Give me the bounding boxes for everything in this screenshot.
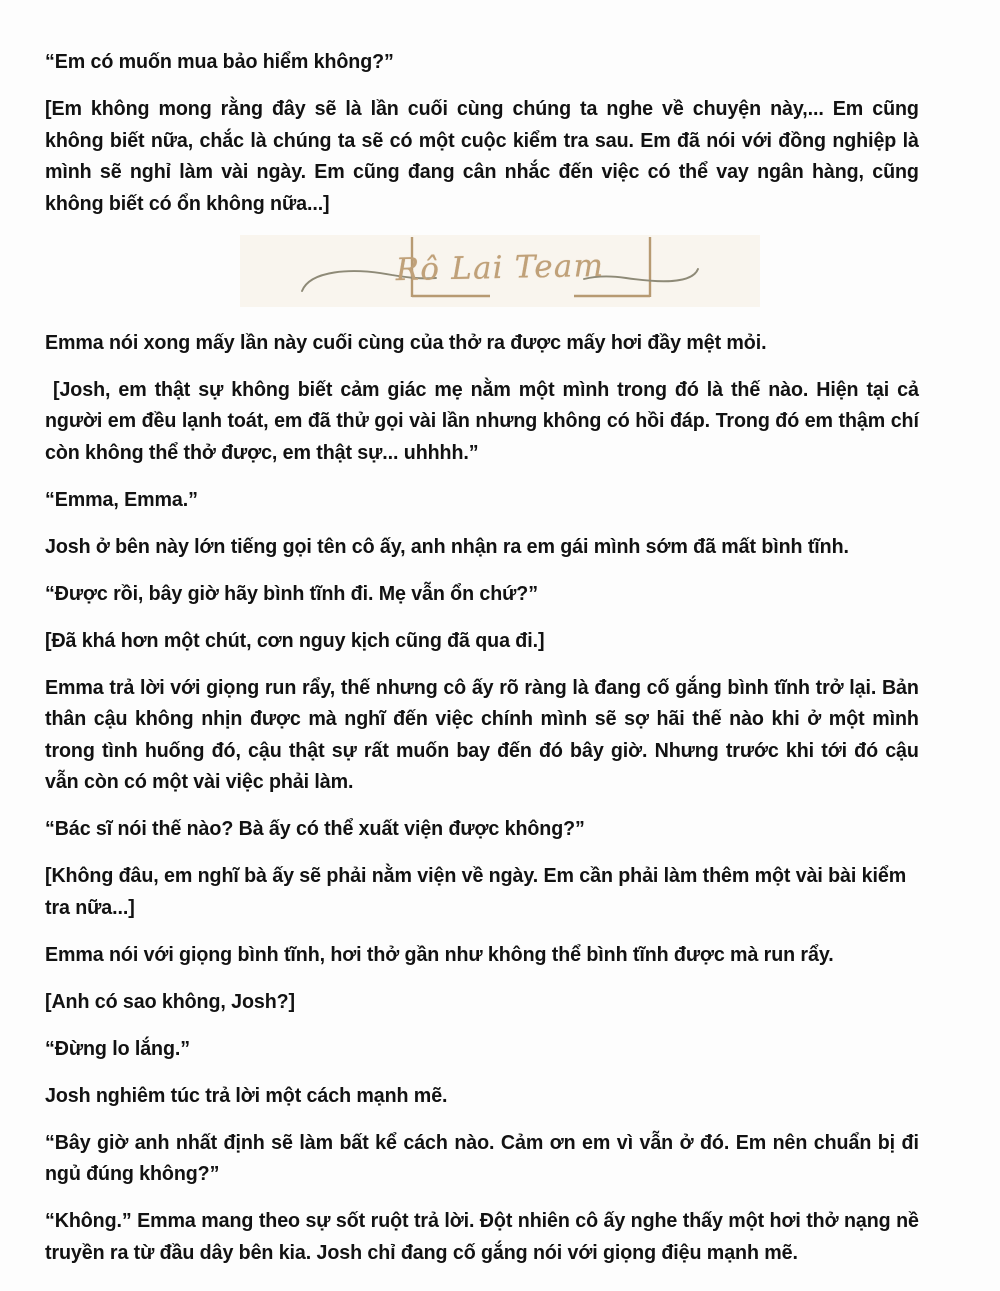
paragraph: Josh ở bên này lớn tiếng gọi tên cô ấy, anh nhận ra em gái mình sớm đã mất bình tĩnh. xyxy=(45,534,849,558)
paragraph: “Không.” Emma mang theo sự sốt ruột trả lời. Đột nhiên cô ấy nghe thấy một hơi thở nạng nề truyền ra từ đầu dây bên kia. Josh chỉ đang cố gắng nói với giọng điệu mạnh mẽ. xyxy=(45,1209,925,1264)
watermark-banner xyxy=(240,235,760,307)
paragraph: “Được rồi, bây giờ hãy bình tĩnh đi. Mẹ vẫn ổn chứ?” xyxy=(45,581,538,605)
watermark-text: Rô Lai Team xyxy=(395,247,605,288)
paragraph: “Emma, Emma.” xyxy=(45,487,198,511)
paragraph: Emma nói với giọng bình tĩnh, hơi thở gần như không thể bình tĩnh được mà run rẩy. xyxy=(45,942,834,966)
paragraph: “Đừng lo lắng.” xyxy=(45,1036,191,1060)
paragraph: [Anh có sao không, Josh?] xyxy=(45,989,296,1013)
paragraph: Josh nghiêm túc trả lời một cách mạnh mẽ. xyxy=(45,1083,448,1107)
paragraph: “Bác sĩ nói thế nào? Bà ấy có thể xuất viện được không?” xyxy=(45,817,585,840)
paragraph: [Em không mong rằng đây sẽ là lần cuối cùng chúng ta nghe về chuyện này,... Em cũng không biết nữa, chắc là chúng ta sẽ có một cuộc kiểm tra sau. Em đã nói với đồng nghiệp là mình sẽ nghỉ làm vài ngày. Em cũng đang cân nhắc đến việc có thể vay ngân hàng, cũng không biết có ổn không nữa...] xyxy=(45,97,925,215)
paragraph: Emma nói xong mấy lần này cuối cùng của thở ra được mấy hơi đầy mệt mỏi. xyxy=(45,330,767,354)
paragraph: [Josh, em thật sự không biết cảm giác mẹ nằm một mình trong đó là thế nào. Hiện tại cả người em đều lạnh toát, em đã thử gọi vài lần nhưng không có hồi đáp. Trong đó em thậm chí còn không thể thở được, em thật sự... uhhhh.” xyxy=(45,377,925,464)
paragraph: [Không đâu, em nghĩ bà ấy sẽ phải nằm viện về ngày. Em cần phải làm thêm một vài bài kiểm tra nữa...] xyxy=(45,864,912,919)
paragraph: [Đã khá hơn một chút, cơn nguy kịch cũng đã qua đi.] xyxy=(45,628,545,652)
paragraph: “Em có muốn mua bảo hiểm không?” xyxy=(45,50,394,73)
paragraph: Emma trả lời với giọng run rẩy, thế nhưng cô ấy rõ ràng là đang cố gắng bình tĩnh trở lại. Bản thân cậu không nhịn được mà nghĩ đến việc chính mình sẽ sợ hãi thế nào khi ở một mình trong tình huống đó, cậu thật sự rất muốn bay đến đó bây giờ. Nhưng trước khi tới đó cậu vẫn còn có một vài việc phải làm. xyxy=(45,675,925,793)
paragraph: “Bây giờ anh nhất định sẽ làm bất kể cách nào. Cảm ơn em vì vẫn ở đó. Em nên chuẩn bị đi ngủ đúng không?” xyxy=(45,1130,925,1185)
